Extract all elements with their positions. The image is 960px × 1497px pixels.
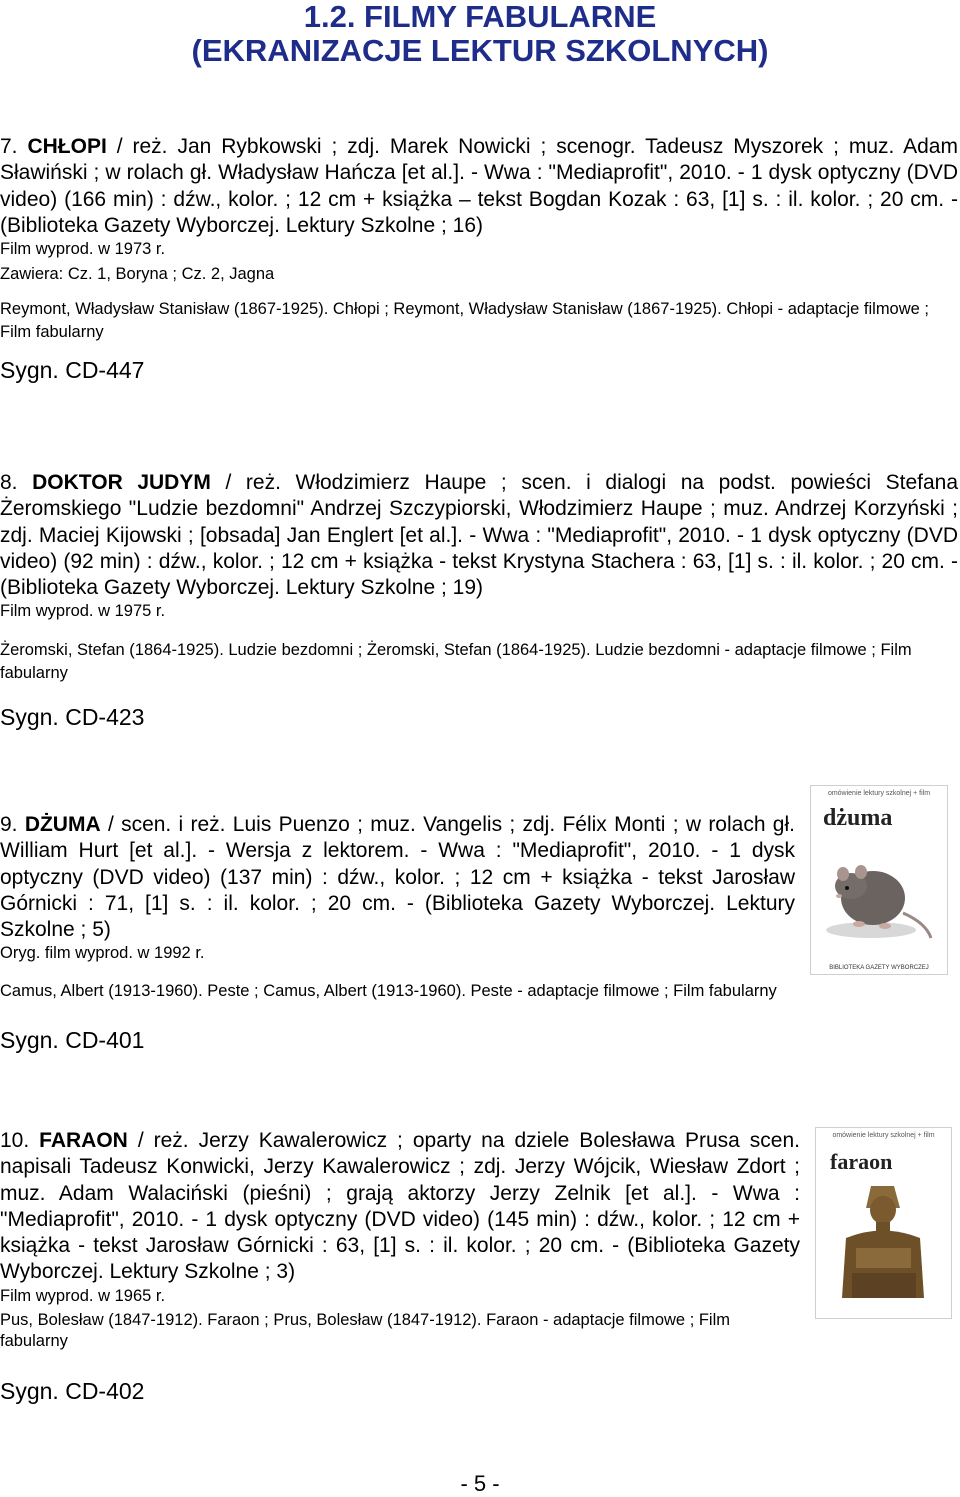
entry-description: 7. CHŁOPI / reż. Jan Rybkowski ; zdj. Marek Nowicki ; scenogr. Tadeusz Myszorek ; muz. Adam Sławiński ; w rolach gł. Władysław Hańcza [et al.]. - Wwa : "Mediaprofit", 2010. - 1 dysk optyczny (DVD video) (166 min) : dźw., kolor. ; 12 cm + książka – tekst Bogdan Kozak : 63, [1] s. : il. kolor. ; 20 cm. - (Biblioteka Gazety Wyborczej. Lektury Szkolne ; 16) xyxy=(0,135,958,237)
pharaoh-statue-illustration xyxy=(816,1168,951,1318)
subject-headings: Żeromski, Stefan (1864-1925). Ludzie bezdomni ; Żeromski, Stefan (1864-1925). Ludzie bezdomni - adaptacje filmowe ; Film fabularny xyxy=(0,641,912,682)
entry-title: DŻUMA xyxy=(24,813,101,836)
entry-doktor-judym xyxy=(0,470,958,730)
production-note: Film wyprod. w 1965 r. xyxy=(0,1286,166,1305)
entry-title: DOKTOR JUDYM xyxy=(32,471,211,494)
production-note: Oryg. film wyprod. w 1992 r. xyxy=(0,944,205,963)
cover-title: dżuma xyxy=(823,805,893,831)
rat-illustration xyxy=(811,838,947,948)
entry-description: 10. FARAON / reż. Jerzy Kawalerowicz ; oparty na dziele Bolesława Prusa scen. napisali Tadeusz Konwicki, Jerzy Kawalerowicz ; zdj. Jerzy Wójcik, Wiesław Zdort ; muz. Adam Walaciński (pieśni) ; grają aktorzy Jerzy Zelnik [et al.]. - Wwa : "Mediaprofit", 2010. - 1 dysk optyczny (DVD video) (145 min) : dźw., kolor. ; 12 cm + książka - tekst Jarosław Górnicki : 63, [1] s. : il. kolor. ; 20 cm. - (Biblioteka Gazety Wyborczej. Lektury Szkolne ; 3) xyxy=(0,1129,800,1284)
cover-footer: BIBLIOTEKA GAZETY WYBORCZEJ xyxy=(829,965,929,971)
page-title-line2: (EKRANIZACJE LEKTUR SZKOLNYCH) xyxy=(191,33,769,68)
call-number: Sygn. CD-402 xyxy=(0,1377,145,1404)
dzuma-cover-image xyxy=(810,785,948,975)
call-number: Sygn. CD-401 xyxy=(0,1026,145,1053)
contents-note: Zawiera: Cz. 1, Boryna ; Cz. 2, Jagna xyxy=(0,265,275,284)
production-note: Film wyprod. w 1975 r. xyxy=(0,602,166,621)
entry-title: CHŁOPI xyxy=(27,135,107,158)
entry-description: 9. DŻUMA / scen. i reż. Luis Puenzo ; muz. Vangelis ; zdj. Félix Monti ; w rolach gł. William Hurt [et al.]. - Wersja z lektorem. - Wwa : "Mediaprofit", 2010. - 1 dysk optyczny (DVD video) (137 min) : dźw., kolor. ; 12 cm + książka - tekst Jarosław Górnicki : 71, [1] s. : il. kolor. ; 20 cm. - (Biblioteka Gazety Wyborczej. Lektury Szkolne ; 5) xyxy=(0,813,795,942)
entry-description: 8. DOKTOR JUDYM / reż. Włodzimierz Haupe ; scen. i dialogi na podst. powieści Stefana Żeromskiego "Ludzie bezdomni" Andrzej Szczypiorski, Włodzimierz Haupe ; muz. Andrzej Korzyński ; zdj. Maciej Kijowski ; [obsada] Jan Englert [et al.]. - Wwa : "Mediaprofit", 2010. - 1 dysk optyczny (DVD video) (92 min) : dźw., kolor. ; 12 cm + książka - tekst Krystyna Stachera : 63, [1] s. : il. kolor. ; 20 cm. - (Biblioteka Gazety Wyborczej. Lektury Szkolne ; 19) xyxy=(0,471,958,600)
subject-headings: Reymont, Władysław Stanisław (1867-1925). Chłopi ; Reymont, Władysław Stanisław (1867-1925). Chłopi - adaptacje filmowe ; Film fabularny xyxy=(0,300,929,341)
call-number: Sygn. CD-423 xyxy=(0,704,145,731)
subject-headings: Pus, Bolesław (1847-1912). Faraon ; Prus, Bolesław (1847-1912). Faraon - adaptacje filmowe ; Film fabularny xyxy=(0,1310,731,1350)
cover-series-label: omówienie lektury szkolnej + film xyxy=(827,790,931,797)
entry-chlopi xyxy=(0,134,958,383)
page-title-line1: 1.2. FILMY FABULARNE xyxy=(303,0,657,34)
production-note: Film wyprod. w 1973 r. xyxy=(0,240,166,259)
faraon-cover-image xyxy=(815,1127,952,1319)
cover-series-label: omówienie lektury szkolnej + film xyxy=(832,1132,935,1139)
call-number: Sygn. CD-447 xyxy=(0,357,145,384)
page-number: - 5 - xyxy=(460,1471,500,1496)
subject-headings: Camus, Albert (1913-1960). Peste ; Camus, Albert (1913-1960). Peste - adaptacje filmowe ; Film fabularny xyxy=(0,982,777,1001)
entry-title: FARAON xyxy=(39,1129,128,1152)
cover-title: faraon xyxy=(830,1149,893,1174)
